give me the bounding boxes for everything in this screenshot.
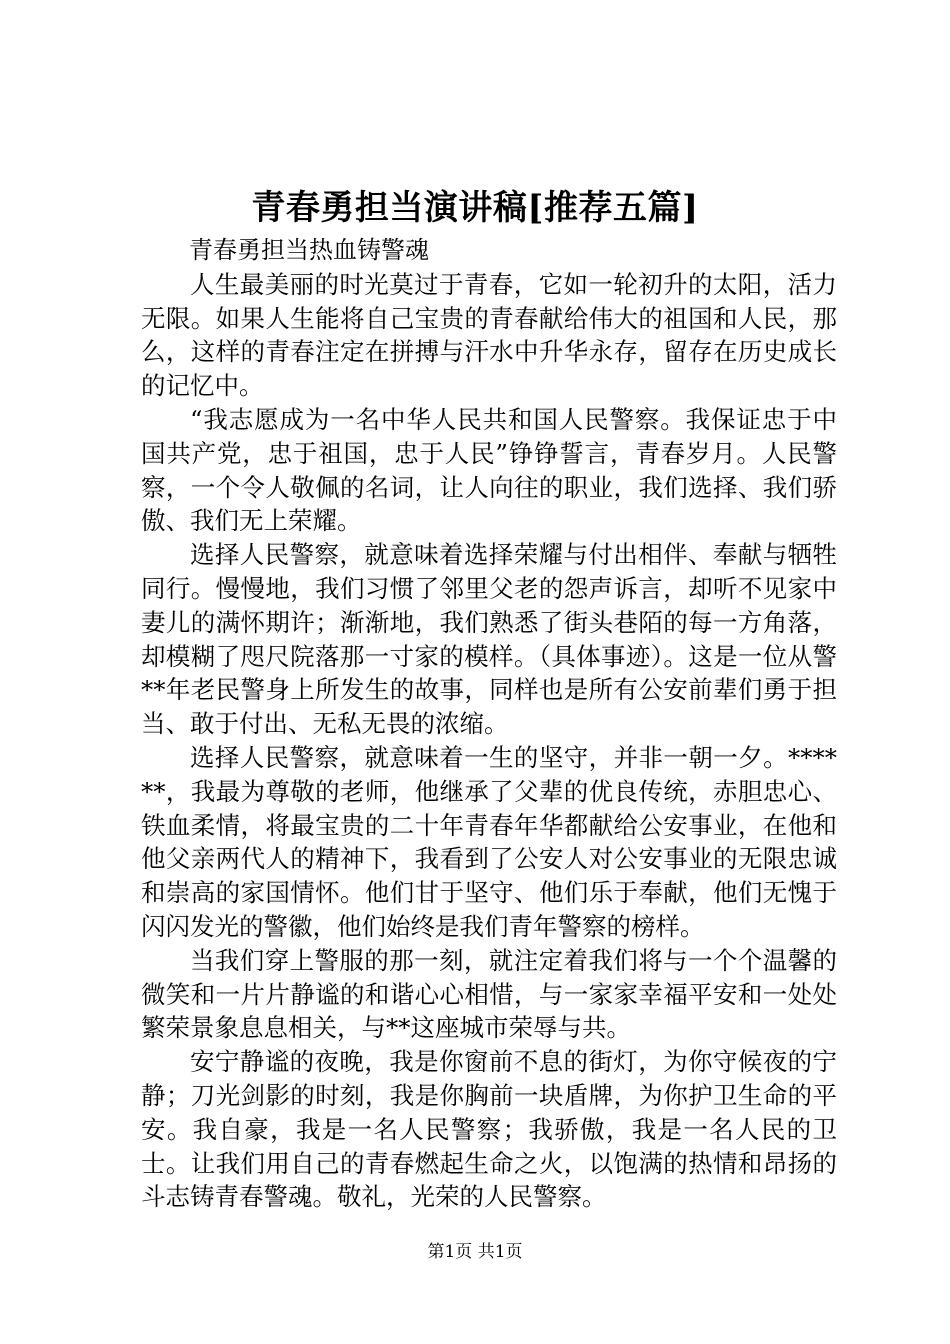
document-title: 青春勇担当演讲稿[推荐五篇] [251, 188, 699, 228]
paragraph-4: 选择人民警察，就意味着一生的坚守，并非一朝一夕。******，我最为尊敬的老师，他继承了父辈的优良传统，赤胆忠心、铁血柔情，将最宝贵的二十年青春年华都献给公安事业，在他和他父亲两代人的精神下，我看到了公安人对公安事业的无限忠诚和崇高的家国情怀。他们甘于坚守、他们乐于奉献，他们无愧于闪闪发光的警徽，他们始终是我们青年警察的榜样。 [141, 742, 837, 941]
document-body [141, 234, 837, 1214]
paragraph-2: “我志愿成为一名中华人民共和国人民警察。我保证忠于中国共产党，忠于祖国，忠于人民”铮铮誓言，青春岁月。人民警察，一个令人敬佩的名词，让人向往的职业，我们选择、我们骄傲、我们无上荣耀。 [141, 404, 837, 536]
paragraph-5: 当我们穿上警服的那一刻，就注定着我们将与一个个温馨的微笑和一片片静谧的和谐心心相惜，与一家家幸福平安和一处处繁荣景象息息相关，与**这座城市荣辱与共。 [141, 945, 837, 1043]
paragraph-3: 选择人民警察，就意味着选择荣耀与付出相伴、奉献与牺牲同行。慢慢地，我们习惯了邻里父老的怨声诉言，却听不见家中妻儿的满怀期许；渐渐地，我们熟悉了街头巷陌的每一方角落，却模糊了咫尺院落那一寸家的模样。（具体事迹）。这是一位从警**年老民警身上所发生的故事，同样也是所有公安前辈们勇于担当、敢于付出、无私无畏的浓缩。 [141, 540, 837, 739]
page-footer: 第1页 共1页 [427, 1242, 523, 1262]
document-subtitle: 青春勇担当热血铸警魂 [189, 236, 429, 264]
paragraph-1: 人生最美丽的时光莫过于青春，它如一轮初升的太阳，活力无限。如果人生能将自己宝贵的青春献给伟大的祖国和人民，那么，这样的青春注定在拼搏与汗水中升华永存，留存在历史成长的记忆中。 [141, 269, 837, 401]
paragraph-6: 安宁静谧的夜晚，我是你窗前不息的街灯，为你守候夜的宁静；刀光剑影的时刻，我是你胸前一块盾牌，为你护卫生命的平安。我自豪，我是一名人民警察；我骄傲，我是一名人民的卫士。让我们用自己的青春燃起生命之火，以饱满的热情和昂扬的斗志铸青春警魂。敬礼，光荣的人民警察。 [141, 1047, 837, 1212]
